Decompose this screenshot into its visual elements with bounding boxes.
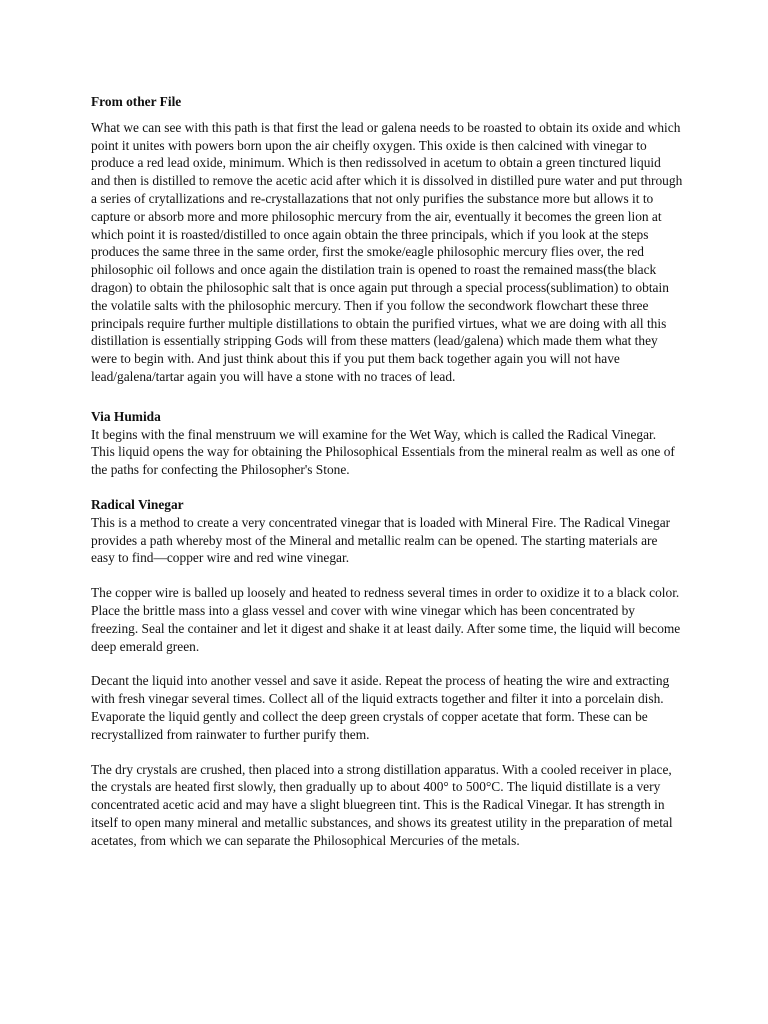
spacer [91, 386, 683, 408]
heading-from-other-file: From other File [91, 94, 182, 109]
spacer [91, 479, 683, 496]
paragraph: What we can see with this path is that first the lead or galena needs to be roasted to obtain its oxide and which point it unites with powers born upon the air cheifly oxygen. This oxide is then calcined with vinegar to produce a red lead oxide, minimum. Which is then redissolved in acetum to obtain a green tinctured liquid and then is distilled to remove the acetic acid after which it is dissolved in distilled pure water and put through a series of crytallizations and re-crystallazations that not only purifies the substance more but allows it to capture or absorb more and more philosophic mercury from the air, eventually it becomes the green lion at which point it is roasted/distilled to once again obtain the three principals, which if you look at the steps produces the same three in the same order, first the smoke/eagle philosophic mercury flies over, the red philosophic oil follows and once again the distilation train is opened to roast the remained mass(the black dragon) to obtain the philosophic salt that is once again put through a special process(sublimation) to obtain the volatile salts with the philosophic mercury. Then if you follow the secondwork flowchart these three principals require further multiple distillations to obtain the purified virtues, what we are doing with all this distillation is essentially stripping Gods will from these matters (lead/galena) which made them what they were to begin with. And just think about this if you put them back together again you will not have lead/galena/tartar again you will have a stone with no traces of lead. [91, 119, 683, 384]
paragraph: The dry crystals are crushed, then placed into a strong distillation apparatus. With a cooled receiver in place, the crystals are heated first slowly, then gradually up to about 400° to 500°C. The liquid distillate is a very concentrated acetic acid and may have a slight bluegreen tint. This is the Radical Vinegar. It has strength in itself to open many mineral and metallic substances, and shows its greatest utility in the preparation of metal acetates, from which we can separate the Philosophical Mercuries of the metals. [91, 761, 673, 848]
spacer [91, 111, 683, 119]
heading-radical-vinegar: Radical Vinegar [91, 496, 184, 512]
spacer [91, 567, 683, 584]
spacer [91, 655, 683, 672]
paragraph: It begins with the final menstruum we will examine for the Wet Way, which is called the Radical Vinegar. This liquid opens the way for obtaining the Philosophical Essentials from the mineral realm as well as one of the paths for confecting the Philosopher's Stone. [91, 426, 675, 478]
heading-via-humida: Via Humida [91, 408, 161, 424]
document-page [91, 93, 683, 849]
paragraph: This is a method to create a very concentrated vinegar that is loaded with Mineral Fire. The Radical Vinegar provides a path whereby most of the Mineral and metallic realm can be opened. The starting materials are easy to find—copper wire and red wine vinegar. [91, 514, 671, 566]
spacer [91, 744, 683, 761]
paragraph: The copper wire is balled up loosely and heated to redness several times in order to oxidize it to a black color. Place the brittle mass into a glass vessel and cover with wine vinegar which has been concentrated by freezing. Seal the container and let it digest and shake it at least daily. After some time, the liquid will become deep emerald green. [91, 585, 681, 654]
paragraph: Decant the liquid into another vessel and save it aside. Repeat the process of heating the wire and extracting with fresh vinegar several times. Collect all of the liquid extracts together and filter it into a porcelain dish. Evaporate the liquid gently and collect the deep green crystals of copper acetate that form. These can be recrystallized from rainwater to further purify them. [91, 673, 670, 742]
